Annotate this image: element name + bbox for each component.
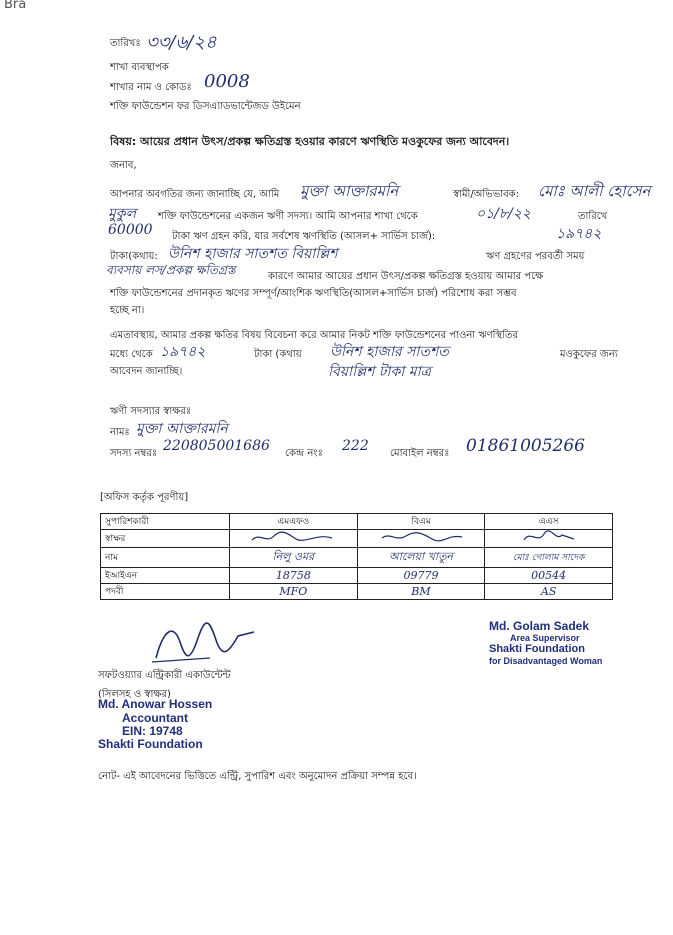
manager-label: শাখা ব্যবস্থাপক	[110, 62, 169, 73]
recommendation-table	[100, 513, 613, 600]
amount-words-hand-3: বিয়াল্লিশ টাকা মাত্র	[328, 364, 431, 380]
ein-mfo: 18758	[230, 568, 358, 584]
accountant-role: সফটওয়্যার এন্ট্রিকারী একাউন্টেন্ট	[98, 670, 231, 681]
body-line-1a: আপনার অবগতির জন্য জানাচ্ছি যে, আমি	[110, 189, 280, 200]
col-header-mfo: এমএফও	[230, 514, 358, 530]
member-id-label: সদস্য নম্বরঃ	[110, 448, 158, 459]
stamp-left-ein: EIN: 19748	[122, 724, 183, 738]
mobile-label: মোবাইল নম্বরঃ	[390, 448, 450, 459]
row-label-designation: পদবী	[101, 584, 230, 600]
seal-line: (সিলসহ ও স্বাক্ষর)	[98, 689, 171, 700]
stamp-right-org2: for Disadvantaged Woman	[489, 656, 603, 666]
name-as: মোঃ গোলাম সাদেক	[485, 548, 613, 568]
body-line-9a: মধ্যে থেকে	[110, 349, 153, 360]
stamp-left-org: Shakti Foundation	[98, 737, 203, 751]
amount-words-hand-2: উনিশ হাজার সাতশত	[330, 344, 449, 360]
stamp-left-title: Accountant	[122, 711, 188, 725]
signature-scribble-bm	[376, 530, 466, 544]
signature-scribble-as	[504, 530, 594, 544]
designation-as: AS	[485, 584, 613, 600]
loan-date-hand: ০১/৮/২২	[476, 206, 531, 222]
center-value: 222	[342, 438, 369, 454]
date-value: ৩৩/৬/২৪	[146, 32, 217, 53]
org-line: শক্তি ফাউন্ডেশন ফর ডিসএ্যাডভান্টেজড উইমেন	[110, 101, 301, 112]
signature-as	[485, 530, 613, 548]
signature-scribble-mfo	[248, 530, 338, 544]
stamp-right-title: Area Supervisor	[510, 633, 580, 643]
subject-line: বিষয়: আয়ের প্রধান উৎস/প্রকল্প ক্ষতিগ্রস্ত হওয়ার কারণে ঋণস্থিতি মওকুফের জন্য আবেদন।	[110, 135, 510, 148]
member-name-hand: মুক্তা আক্তারমনি	[300, 182, 399, 200]
member-name-label: নামঃ	[110, 427, 130, 438]
table-row	[101, 568, 613, 584]
body-line-10: আবেদন জানাচ্ছি।	[110, 366, 183, 377]
name-mfo: নিলু ওমর	[230, 548, 358, 568]
col-header-as: এএস	[485, 514, 613, 530]
salutation: জনাব,	[110, 160, 137, 171]
body-line-1b: স্বামী/অভিভাবক:	[453, 189, 520, 200]
date-label: তারিখঃ	[110, 38, 141, 49]
table-row	[101, 584, 613, 600]
amount-words-hand-1: উনিশ হাজার সাতশত বিয়াল্লিশ	[168, 246, 338, 262]
member-id-value: 220805001686	[163, 438, 270, 454]
corner-text: Bra	[4, 0, 27, 12]
mobile-value: 01861005266	[466, 436, 585, 456]
office-label: [অফিস কর্তৃক পূরণীয়]	[100, 492, 189, 503]
row-label-recommender: সুপারিশকারী	[101, 514, 230, 530]
center-label: কেন্দ্র নংঃ	[285, 448, 323, 459]
body-line-2b: তারিখে	[578, 211, 608, 222]
designation-bm: BM	[357, 584, 485, 600]
member-sign-label: ঋণী সদস্যার স্বাক্ষরঃ	[110, 406, 192, 417]
member-name-value: মুক্তা আক্তারমনি	[136, 421, 228, 437]
loan-amount-hand: 60000	[108, 222, 153, 238]
body-line-6: শক্তি ফাউন্ডেশনের প্রদানকৃত ঋণের সম্পূর্ণ/আংশিক ঋণস্থিতি(আসল+সার্ভিস চার্জ) পরিশোধ করা সম্ভব	[110, 288, 517, 299]
branch-code: 0008	[204, 71, 250, 92]
table-row	[101, 530, 613, 548]
stamp-right-org: Shakti Foundation	[489, 643, 585, 655]
body-line-7: হচ্ছে না।	[110, 305, 145, 316]
body-line-4a: টাকা(কথায়:	[110, 251, 158, 262]
branch-label: শাখার নাম ও কোডঃ	[110, 82, 192, 93]
reason-hand: ব্যবসায় লস/প্রকল্প ক্ষতিগ্রস্ত	[106, 263, 236, 277]
waiver-amount-hand: ১৯৭৪২	[160, 344, 206, 360]
name-bm: আলেয়া খাতুন	[357, 548, 485, 568]
balance-amount-hand: ১৯৭৪২	[556, 226, 602, 242]
guardian-name-hand: মোঃ আলী হোসেন	[538, 182, 651, 200]
col-header-bm: বিএম	[357, 514, 485, 530]
designation-mfo: MFO	[230, 584, 358, 600]
signature-mfo	[230, 530, 358, 548]
body-line-8: এমতাবস্থায়, আমার প্রকল্প ক্ষতির বিষয় বিবেচনা করে আমার নিকট শক্তি ফাউন্ডেশনের পাওনা ঋণস্থিতির	[110, 330, 519, 341]
ein-as: 00544	[485, 568, 613, 584]
stamp-right-name: Md. Golam Sadek	[489, 619, 590, 633]
footer-note: নোট- এই আবেদনের ভিত্তিতে এন্ট্রি, সুপারিশ এবং অনুমোদন প্রক্রিয়া সম্পন্ন হবে।	[98, 771, 417, 782]
row-label-signature: স্বাক্ষর	[101, 530, 230, 548]
body-line-9b: টাকা (কথায়	[254, 349, 302, 360]
body-line-4b: ঋণ গ্রহণের পরবর্তী সময়	[486, 251, 585, 262]
body-line-9c: মওকুফের জন্য	[560, 349, 618, 360]
body-line-3a: টাকা ঋণ গ্রহন করি, যার সর্বশেষ ঋণস্থিতি (আসল+ সার্ভিস চার্জ):	[172, 231, 436, 242]
row-label-name: নাম	[101, 548, 230, 568]
body-line-2a: শক্তি ফাউন্ডেশনের একজন ঋণী সদস্য। আমি আপনার শাখা থেকে	[158, 211, 418, 222]
stamp-left-name: Md. Anowar Hossen	[98, 697, 213, 711]
table-row	[101, 548, 613, 568]
signature-bm	[357, 530, 485, 548]
ein-bm: 09779	[357, 568, 485, 584]
body-line-5a: কারণে আমার আয়ের প্রধান উৎস/প্রকল্প ক্ষতিগ্রস্ত হওয়ায় আমার পক্ষে	[268, 271, 544, 282]
table-row	[101, 514, 613, 530]
accountant-signature	[150, 618, 260, 666]
row-label-ein: ইআইএন	[101, 568, 230, 584]
guardian-name-cont: মুকুল	[108, 206, 136, 222]
